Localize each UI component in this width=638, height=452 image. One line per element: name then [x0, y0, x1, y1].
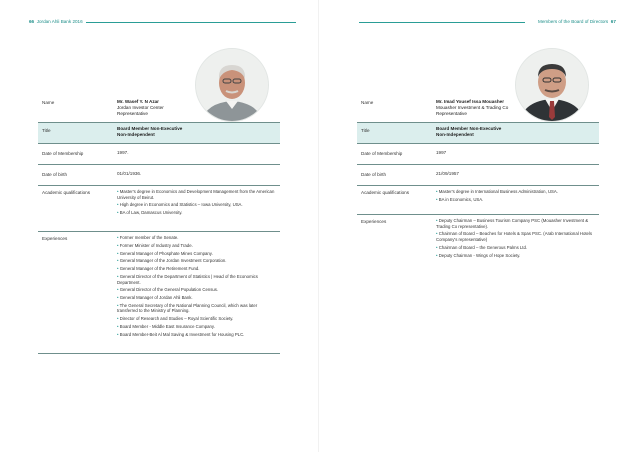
list-item: • General Director of the General Population Census.: [117, 287, 279, 293]
name-line-1: Mr. Imad Yousef Issa Mouasher: [436, 99, 504, 104]
list-item: • General Manager of the Retirement Fund.: [117, 266, 279, 272]
list-item: • Director of Research and Studies – Royal Scientific Society.: [117, 316, 279, 322]
list-item: • General Manager of Phosphate Mines Company.: [117, 251, 279, 257]
experience-list: [117, 235, 279, 340]
name-line-3: Representative: [436, 111, 467, 116]
row-membership: [38, 144, 280, 165]
list-item: • Master's degree in International Business Administration, USA.: [436, 189, 598, 195]
experience-list: [436, 218, 598, 260]
birth-value: 01/01/1936.: [117, 171, 142, 176]
row-experiences: [38, 232, 280, 354]
left-header-rule: [86, 22, 296, 23]
list-item: • Former Minister of Industry and Trade.: [117, 243, 279, 249]
name-value: [117, 99, 237, 117]
title-line-2: Non-Independent: [117, 132, 155, 137]
right-profile-table: [357, 96, 599, 258]
right-header-rule: [359, 22, 525, 23]
title-value: [436, 126, 501, 138]
right-page-number: 67: [610, 19, 616, 24]
academic-list: [436, 189, 598, 205]
list-item: • Board Member-Beit Al Mal Saving & Investment for Housing PLC.: [117, 332, 279, 338]
title-label: Title: [42, 128, 51, 133]
list-item: • High degree in Economics and Statistics – Iowa University, USA.: [117, 202, 279, 208]
row-academic: [38, 186, 280, 232]
birth-value: 21/09/1957: [436, 171, 459, 176]
row-birth: [38, 165, 280, 186]
list-item: • Master's degree in Economics and Development Management from the American University of Beirut.: [117, 189, 279, 200]
title-line-1: Board Member Non-Executive: [117, 126, 183, 131]
list-item: • Board Member - Middle East Insurance Company.: [117, 324, 279, 330]
name-line-3: Representative: [117, 111, 148, 116]
left-page-number: 66: [29, 19, 35, 24]
list-item: • Chairman of Board – the Generous Palms Ltd.: [436, 245, 598, 251]
membership-value: 1997: [436, 150, 447, 155]
name-line-2: Mouasher Investment & Trading Co: [436, 105, 509, 110]
academic-label: Academic qualifications: [42, 190, 91, 195]
right-page-running-title: Members of the Board of Directors: [538, 19, 609, 24]
list-item: • Chairman of Board – Beaches for Hotels & Spas PSC. (Arab International Hotels Company's representative): [436, 231, 598, 242]
title-value: [117, 126, 182, 138]
name-label: Name: [361, 100, 374, 105]
name-value: [436, 99, 554, 117]
name-label: Name: [42, 100, 55, 105]
title-line-1: Board Member Non-Executive: [436, 126, 502, 131]
academic-label: Academic qualifications: [361, 190, 410, 195]
right-page-header: [538, 19, 616, 24]
title-line-2: Non-Independent: [436, 132, 474, 137]
birth-label: Date of birth: [361, 172, 387, 177]
list-item: • Deputy Chairman - Wings of Hope Society.: [436, 253, 598, 259]
name-line-1: Mr. Wasef Y. N Azar: [117, 99, 159, 104]
list-item: • General Director of the Department of Statistics | Head of the Economics Department.: [117, 274, 279, 285]
birth-label: Date of birth: [42, 172, 68, 177]
row-name: [357, 96, 599, 123]
row-name: [38, 96, 280, 123]
row-academic: [357, 186, 599, 215]
title-label: Title: [361, 128, 370, 133]
row-membership: [357, 144, 599, 165]
list-item: • General Manager of the Jordan Investment Corporation.: [117, 258, 279, 264]
row-title: [357, 123, 599, 144]
left-page-running-title: Jordan Ahli Bank 2016: [36, 19, 83, 24]
left-page-header: [29, 19, 83, 24]
list-item: • Former member of the Senate.: [117, 235, 279, 241]
academic-list: [117, 189, 279, 218]
experience-label: Experiences: [42, 236, 68, 241]
row-title: [38, 123, 280, 144]
list-item: • BA of Law, Damascus University.: [117, 210, 279, 216]
row-experiences: [357, 215, 599, 265]
list-item: • General Manager of Jordan Ahli Bank.: [117, 295, 279, 301]
membership-label: Date of Membership: [42, 151, 84, 156]
left-profile-table: [38, 96, 280, 354]
list-item: • Deputy Chairman – Business Tourism Company PSC (Mouasher Investment & Trading Co representative).: [436, 218, 598, 229]
list-item: • The General Secretary of the National Planning Council, which was later transferred to the Ministry of Planning.: [117, 303, 279, 314]
membership-value: 1997.: [117, 150, 129, 155]
name-line-2: Jordan Investor Center: [117, 105, 164, 110]
experience-label: Experiences: [361, 219, 387, 224]
list-item: • BA in Economics, USA.: [436, 197, 598, 203]
row-birth: [357, 165, 599, 186]
membership-label: Date of Membership: [361, 151, 403, 156]
right-page: [319, 0, 638, 452]
